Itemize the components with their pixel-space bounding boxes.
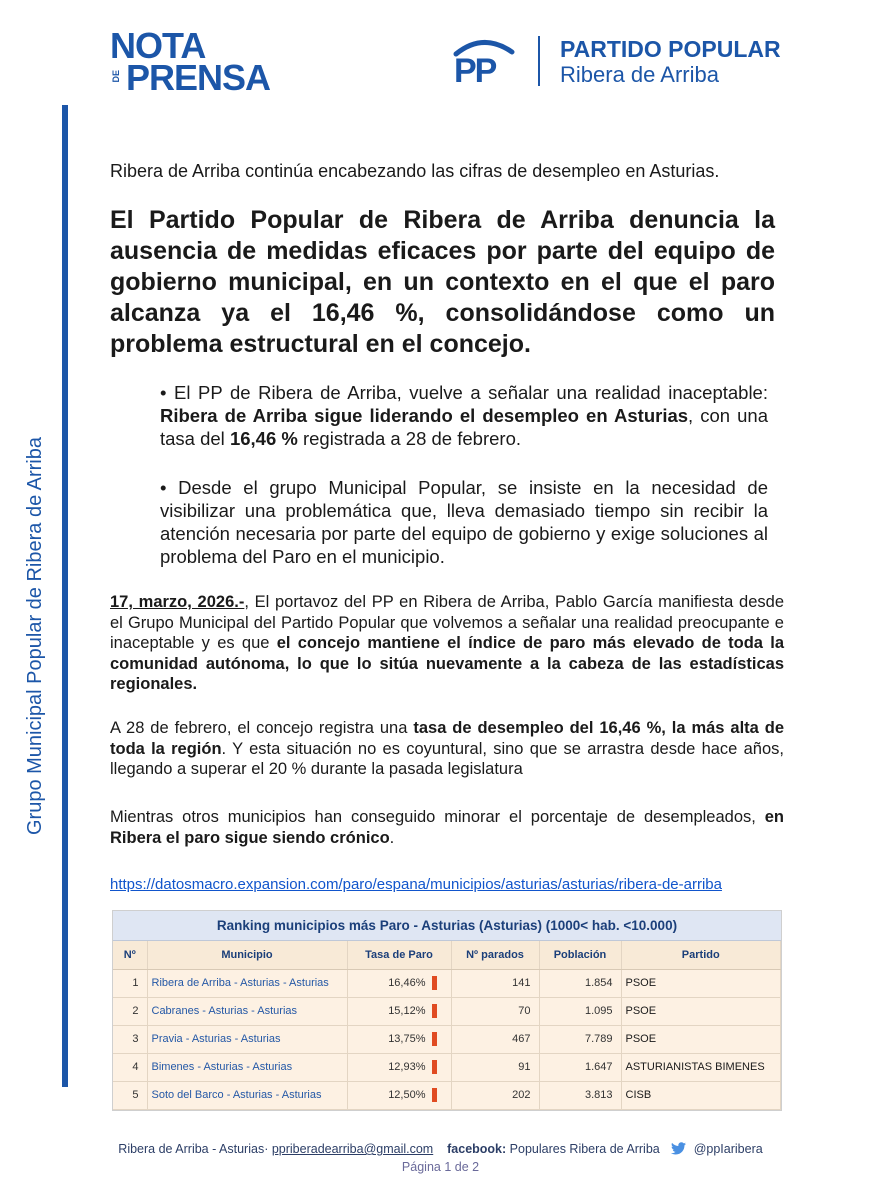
cell-municipio: Ribera de Arriba - Asturias - Asturias xyxy=(147,969,347,997)
table-row xyxy=(113,1025,781,1053)
cell-parados: 141 xyxy=(451,969,539,997)
page-number: Página 1 de 2 xyxy=(401,1160,480,1174)
cell-poblacion: 1.854 xyxy=(539,969,621,997)
sidebar-bar xyxy=(62,105,68,1087)
footer xyxy=(0,1142,881,1156)
cell-n: 1 xyxy=(113,969,147,997)
cell-n: 4 xyxy=(113,1053,147,1081)
paragraph-2: A 28 de febrero, el concejo registra una tasa de desempleo del 16,46 %, la más alta de toda la región. Y esta situación no es coyuntural, sino que se arrastra desde hace años, llegando a superar el 20 % durante la pasada legislatura xyxy=(110,719,785,778)
cell-partido: CISB xyxy=(621,1081,781,1109)
col-header-n: Nº xyxy=(113,941,147,969)
col-header-partido: Partido xyxy=(621,941,781,969)
cell-n: 3 xyxy=(113,1025,147,1053)
nota-label: NOTA xyxy=(110,25,206,66)
table-header-row xyxy=(113,941,781,969)
table-row xyxy=(113,997,781,1025)
tasa-value: 12,50% xyxy=(388,1089,426,1101)
prensa-label: PRENSA xyxy=(126,57,271,98)
cell-municipio: Cabranes - Asturias - Asturias xyxy=(147,997,347,1025)
cell-parados: 70 xyxy=(451,997,539,1025)
tasa-bar xyxy=(432,1004,437,1018)
cell-tasa xyxy=(347,1081,451,1109)
col-header-parados: Nº parados xyxy=(451,941,539,969)
col-header-poblacion: Población xyxy=(539,941,621,969)
footer-facebook-label: facebook: xyxy=(447,1142,507,1156)
cell-tasa xyxy=(347,1025,451,1053)
cell-n: 5 xyxy=(113,1081,147,1109)
tasa-bar xyxy=(432,976,437,990)
cell-parados: 467 xyxy=(451,1025,539,1053)
footer-twitter: @ppIaribera xyxy=(693,1142,763,1156)
cell-parados: 202 xyxy=(451,1081,539,1109)
cell-partido: ASTURIANISTAS BIMENES xyxy=(621,1053,781,1081)
paragraph-3: Mientras otros municipios han conseguido minorar el porcentaje de desempleados, en Ribera el paro sigue siendo crónico. xyxy=(110,808,784,847)
footer-location: Ribera de Arriba - Asturias· xyxy=(118,1142,269,1156)
cell-municipio: Soto del Barco - Asturias - Asturias xyxy=(147,1081,347,1109)
cell-partido: PSOE xyxy=(621,1025,781,1053)
table-row xyxy=(113,969,781,997)
cell-tasa xyxy=(347,1053,451,1081)
table-row xyxy=(113,1053,781,1081)
ranking-table xyxy=(112,910,782,1111)
footer-email[interactable]: ppriberadearriba@gmail.com xyxy=(271,1142,434,1156)
cell-poblacion: 3.813 xyxy=(539,1081,621,1109)
cell-partido: PSOE xyxy=(621,997,781,1025)
cell-tasa xyxy=(347,969,451,997)
cell-tasa xyxy=(347,997,451,1025)
footer-facebook: Populares Ribera de Arriba xyxy=(509,1142,660,1156)
tasa-value: 12,93% xyxy=(388,1061,426,1073)
col-header-municipio: Municipio xyxy=(147,941,347,969)
tasa-value: 15,12% xyxy=(388,1005,426,1017)
bullet-2: • Desde el grupo Municipal Popular, se insiste en la necesidad de visibilizar una problemática que, lleva demasiado tiempo sin recibir la atención necesaria por parte del equipo de gobierno y exige soluciones al problema del Paro en el municipio. xyxy=(160,477,768,567)
ranking-grid xyxy=(113,941,781,1110)
tasa-bar xyxy=(432,1088,437,1102)
cell-n: 2 xyxy=(113,997,147,1025)
tasa-value: 16,46% xyxy=(388,977,426,989)
cell-poblacion: 1.095 xyxy=(539,997,621,1025)
header-divider xyxy=(538,36,540,86)
tasa-bar xyxy=(432,1032,437,1046)
pp-logo-icon xyxy=(448,36,518,86)
sidebar-label: Grupo Municipal Popular de Ribera de Arriba xyxy=(24,437,46,835)
twitter-icon xyxy=(671,1142,686,1155)
party-name: PARTIDO POPULAR xyxy=(560,36,781,62)
headline: El Partido Popular de Ribera de Arriba denuncia la ausencia de medidas eficaces por parte del equipo de gobierno municipal, en un contexto en el que el paro alcanza ya el 16,46 %, consolidándose como un problema estructural en el concejo. xyxy=(110,206,775,358)
cell-poblacion: 1.647 xyxy=(539,1053,621,1081)
bullet-1: • El PP de Ribera de Arriba, vuelve a señalar una realidad inaceptable: Ribera de Arriba sigue liderando el desempleo en Asturias, con una tasa del 16,46 % registrada a 28 de febrero. xyxy=(160,382,769,449)
cell-poblacion: 7.789 xyxy=(539,1025,621,1053)
table-row xyxy=(113,1081,781,1109)
intro-line: Ribera de Arriba continúa encabezando las cifras de desempleo en Asturias. xyxy=(110,161,720,181)
de-label: DE xyxy=(111,70,121,83)
cell-parados: 91 xyxy=(451,1053,539,1081)
paragraph-1: 17, marzo, 2026.-, El portavoz del PP en Ribera de Arriba, Pablo García manifiesta desde el Grupo Municipal del Partido Popular que volvemos a señalar una realidad preocupante e inaceptable y es que el concejo mantiene el índice de paro más elevado de toda la comunidad autónoma, lo que lo sitúa nuevamente a la cabeza de las estadísticas regionales. xyxy=(110,593,784,693)
tasa-bar xyxy=(432,1060,437,1074)
pp-logo-text: PP xyxy=(454,52,496,86)
table-title: Ranking municipios más Paro - Asturias (Asturias) (1000< hab. <10.000) xyxy=(113,911,781,941)
source-link[interactable]: https://datosmacro.expansion.com/paro/espana/municipios/asturias/asturias/ribera-de-arriba xyxy=(110,876,722,893)
cell-municipio: Pravia - Asturias - Asturias xyxy=(147,1025,347,1053)
tasa-value: 13,75% xyxy=(388,1033,426,1045)
cell-municipio: Bimenes - Asturias - Asturias xyxy=(147,1053,347,1081)
cell-partido: PSOE xyxy=(621,969,781,997)
col-header-tasa: Tasa de Paro xyxy=(347,941,451,969)
party-subtitle: Ribera de Arriba xyxy=(560,62,719,87)
release-date: 17, marzo, 2026.- xyxy=(110,593,245,611)
nota-de-prensa-logo xyxy=(110,25,325,100)
